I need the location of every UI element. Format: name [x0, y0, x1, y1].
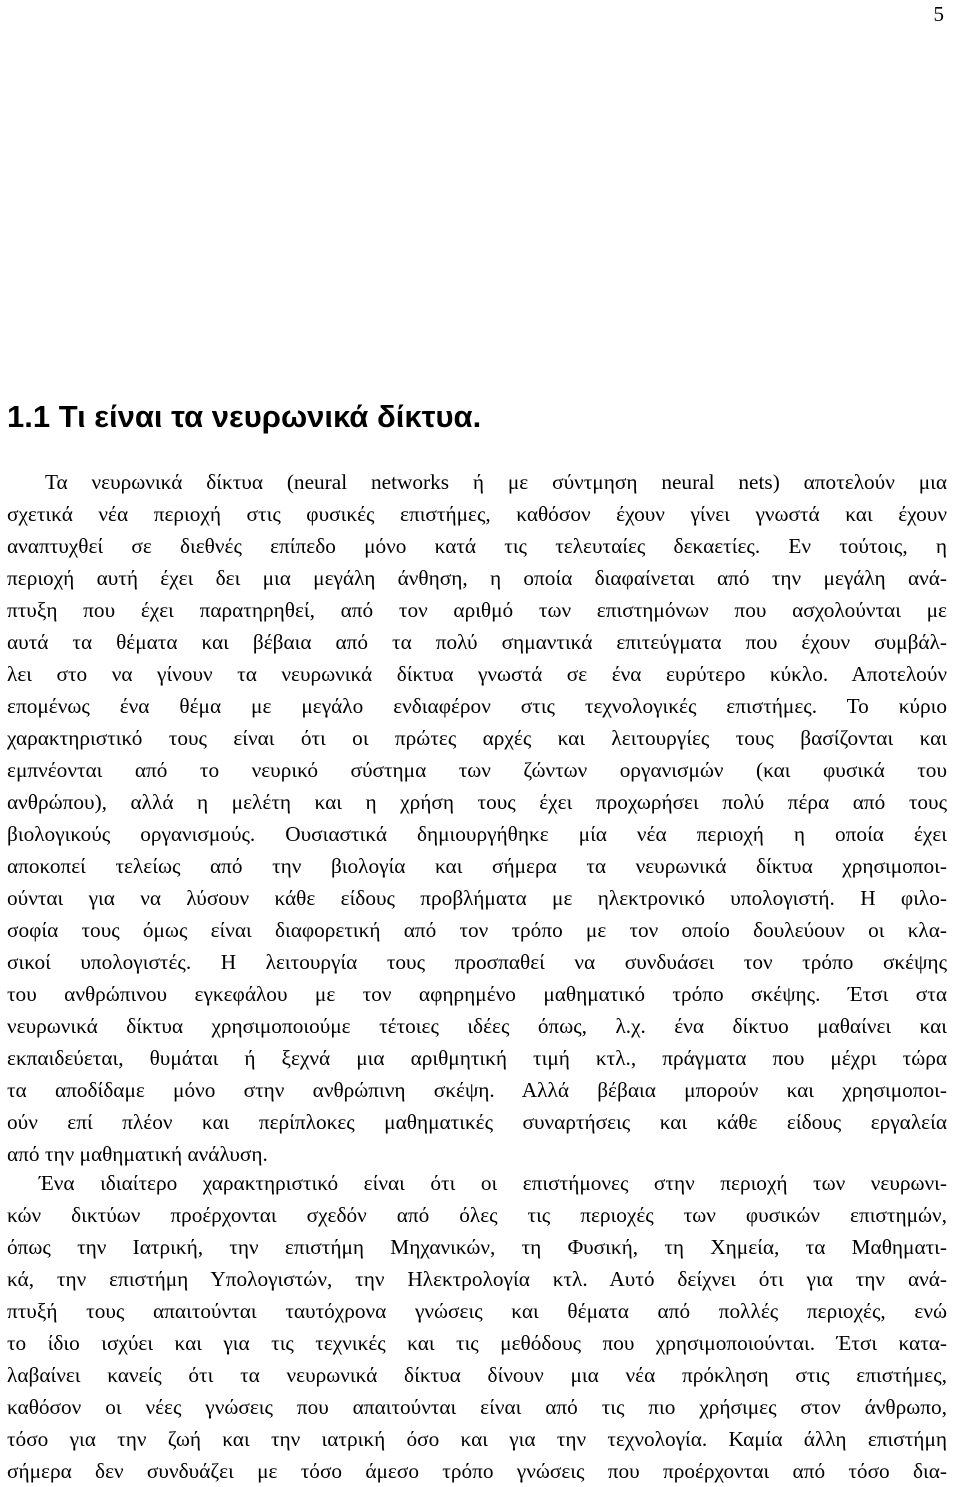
paragraph-line: εμπνέονται από το νευρικό σύστημα των ζώντων οργανισμών (και φυσικά του	[7, 758, 947, 782]
paragraph-line: εκπαιδεύεται, θυμάται ή ξεχνά μια αριθμητική τιμή κτλ., πράγματα που μέχρι τώρα	[7, 1046, 947, 1070]
paragraph-line: πτυξη που έχει παρατηρηθεί, από τον αριθμό των επιστημόνων που ασχολούνται με	[7, 598, 947, 622]
paragraph-line: χαρακτηριστικό τους είναι ότι οι πρώτες αρχές και λειτουργίες τους βασίζονται και	[7, 726, 947, 750]
paragraph-1	[7, 466, 947, 1170]
paragraph-line: από την μαθηματική ανάλυση.	[7, 1142, 268, 1166]
paragraph-line: λαβαίνει κανείς ότι τα νευρωνικά δίκτυα δίνουν μια νέα πρόκληση στις επιστήμες,	[7, 1363, 947, 1387]
paragraph-line: κά, την επιστήμη Υπολογιστών, την Ηλεκτρολογία κτλ. Αυτό δείχνει ότι για την ανά-	[7, 1267, 947, 1291]
paragraph-line: ούν επί πλέον και περίπλοκες μαθηματικές συναρτήσεις και κάθε είδους εργαλεία	[7, 1110, 947, 1134]
paragraph-line: νευρωνικά δίκτυα χρησιμοποιούμε τέτοιες ιδέες όπως, λ.χ. ένα δίκτυο μαθαίνει και	[7, 1014, 947, 1038]
paragraph-line: σήμερα δεν συνδυάζει με τόσο άμεσο τρόπο γνώσεις που προέρχονται από τόσο δια-	[7, 1459, 947, 1483]
paragraph-line: βιολογικούς οργανισμούς. Ουσιαστικά δημιουργήθηκε μία νέα περιοχή η οποία έχει	[7, 822, 947, 846]
paragraph-line: κών δικτύων προέρχονται σχεδόν από όλες τις περιοχές των φυσικών επιστημών,	[7, 1203, 947, 1227]
paragraph-2	[7, 1167, 947, 1487]
paragraph-line: αυτά τα θέματα και βέβαια από τα πολύ σημαντικά επιτεύγματα που έχουν συμβάλ-	[7, 630, 947, 654]
paragraph-line: επομένως ένα θέμα με μεγάλο ενδιαφέρον στις τεχνολογικές επιστήμες. Το κύριο	[7, 694, 947, 718]
paragraph-line: αναπτυχθεί σε διεθνές επίπεδο μόνο κατά τις τελευταίες δεκαετίες. Εν τούτοις, η	[7, 534, 947, 558]
paragraph-line: το ίδιο ισχύει και για τις τεχνικές και τις μεθόδους που χρησιμοποιούνται. Έτσι κατα-	[7, 1331, 947, 1355]
paragraph-line: σχετικά νέα περιοχή στις φυσικές επιστήμες, καθόσον έχουν γίνει γνωστά και έχουν	[7, 502, 947, 526]
paragraph-line: του ανθρώπινου εγκεφάλου με τον αφηρημένο μαθηματικό τρόπο σκέψης. Έτσι στα	[7, 982, 947, 1006]
paragraph-line: σοφία τους όμως είναι διαφορετική από τον τρόπο με τον οποίο δουλεύουν οι κλα-	[7, 918, 947, 942]
paragraph-line: τα αποδίδαμε μόνο στην ανθρώπινη σκέψη. Αλλά βέβαια μπορούν και χρησιμοποι-	[7, 1078, 947, 1102]
paragraph-line: σικοί υπολογιστές. Η λειτουργία τους προσπαθεί να συνδυάσει τον τρόπο σκέψης	[7, 950, 947, 974]
paragraph-line: Τα νευρωνικά δίκτυα (neural networks ή με σύντμηση neural nets) αποτελούν μια	[45, 470, 947, 494]
paragraph-line: περιοχή αυτή έχει δει μια μεγάλη άνθηση, η οποία διαφαίνεται από την μεγάλη ανά-	[7, 566, 947, 590]
paragraph-line: ούνται για να λύσουν κάθε είδους προβλήματα με ηλεκτρονικό υπολογιστή. Η φιλο-	[7, 886, 947, 910]
paragraph-line: όπως την Ιατρική, την επιστήμη Μηχανικών, τη Φυσική, τη Χημεία, τα Μαθηματι-	[7, 1235, 947, 1259]
paragraph-line: ανθρώπου), αλλά η μελέτη και η χρήση τους έχει προχωρήσει πολύ πέρα από τους	[7, 790, 947, 814]
paragraph-line: αποκοπεί τελείως από την βιολογία και σήμερα τα νευρωνικά δίκτυα χρησιμοποι-	[7, 854, 947, 878]
paragraph-line: Ένα ιδιαίτερο χαρακτηριστικό είναι ότι οι επιστήμονες στην περιοχή των νευρωνι-	[39, 1171, 947, 1195]
paragraph-line: λει στο να γίνουν τα νευρωνικά δίκτυα γνωστά σε ένα ευρύτερο κύκλο. Αποτελούν	[7, 662, 947, 686]
paragraph-line: καθόσον οι νέες γνώσεις που απαιτούνται είναι από τις πιο χρήσιμες στον άνθρωπο,	[7, 1395, 947, 1419]
paragraph-line: πτυξή τους απαιτούνται ταυτόχρονα γνώσεις και θέματα από πολλές περιοχές, ενώ	[7, 1299, 947, 1323]
page-number: 5	[933, 2, 944, 26]
paragraph-line: τόσο για την ζωή και την ιατρική όσο και για την τεχνολογία. Καμία άλλη επιστήμη	[7, 1427, 947, 1451]
section-title: 1.1 Τι είναι τα νευρωνικά δίκτυα.	[7, 399, 482, 434]
